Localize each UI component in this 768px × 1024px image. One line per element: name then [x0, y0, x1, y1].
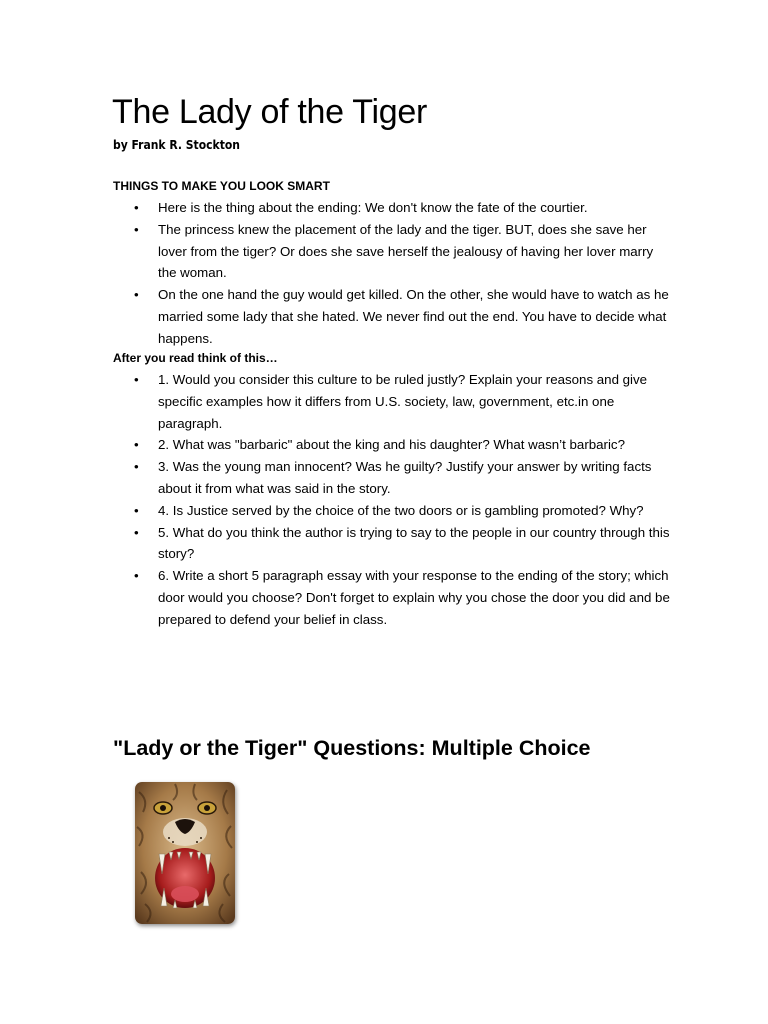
- list-item: • 3. Was the young man innocent? Was he guilty? Justify your answer by writing facts about it from what was said in the story.: [113, 456, 673, 500]
- section-heading-after-reading: After you read think of this…: [113, 351, 278, 365]
- author-byline: by Frank R. Stockton: [113, 138, 240, 152]
- multiple-choice-heading: "Lady or the Tiger" Questions: Multiple Choice: [113, 736, 591, 760]
- list-item: • On the one hand the guy would get killed. On the other, she would have to watch as he married some lady that she hated. We never find out the end. You have to decide what happens.: [113, 284, 673, 349]
- list-item: • 5. What do you think the author is trying to say to the people in our country through this story?: [113, 522, 673, 566]
- roaring-tiger-face-image: [135, 782, 235, 924]
- list-item: • 2. What was "barbaric" about the king and his daughter? What wasn’t barbaric?: [113, 434, 673, 456]
- list-item: • 4. Is Justice served by the choice of the two doors or is gambling promoted? Why?: [113, 500, 673, 522]
- list-item: • Here is the thing about the ending: We don't know the fate of the courtier.: [113, 197, 673, 219]
- questions-list: [113, 369, 673, 631]
- document-title: The Lady of the Tiger: [112, 93, 428, 131]
- list-item: • 1. Would you consider this culture to be ruled justly? Explain your reasons and give specific examples how it differs from U.S. society, law, government, etc.in one paragraph.: [113, 369, 673, 434]
- list-item: • The princess knew the placement of the lady and the tiger. BUT, does she save her lover from the tiger? Or does she save herself the jealousy of having her lover marry the woman.: [113, 219, 673, 284]
- look-smart-list: [113, 197, 673, 350]
- list-item: • 6. Write a short 5 paragraph essay with your response to the ending of the story; which door would you choose? Don't forget to explain why you chose the door you did and be prepared to defend your belief in class.: [113, 565, 673, 630]
- section-heading-look-smart: THINGS TO MAKE YOU LOOK SMART: [113, 179, 330, 193]
